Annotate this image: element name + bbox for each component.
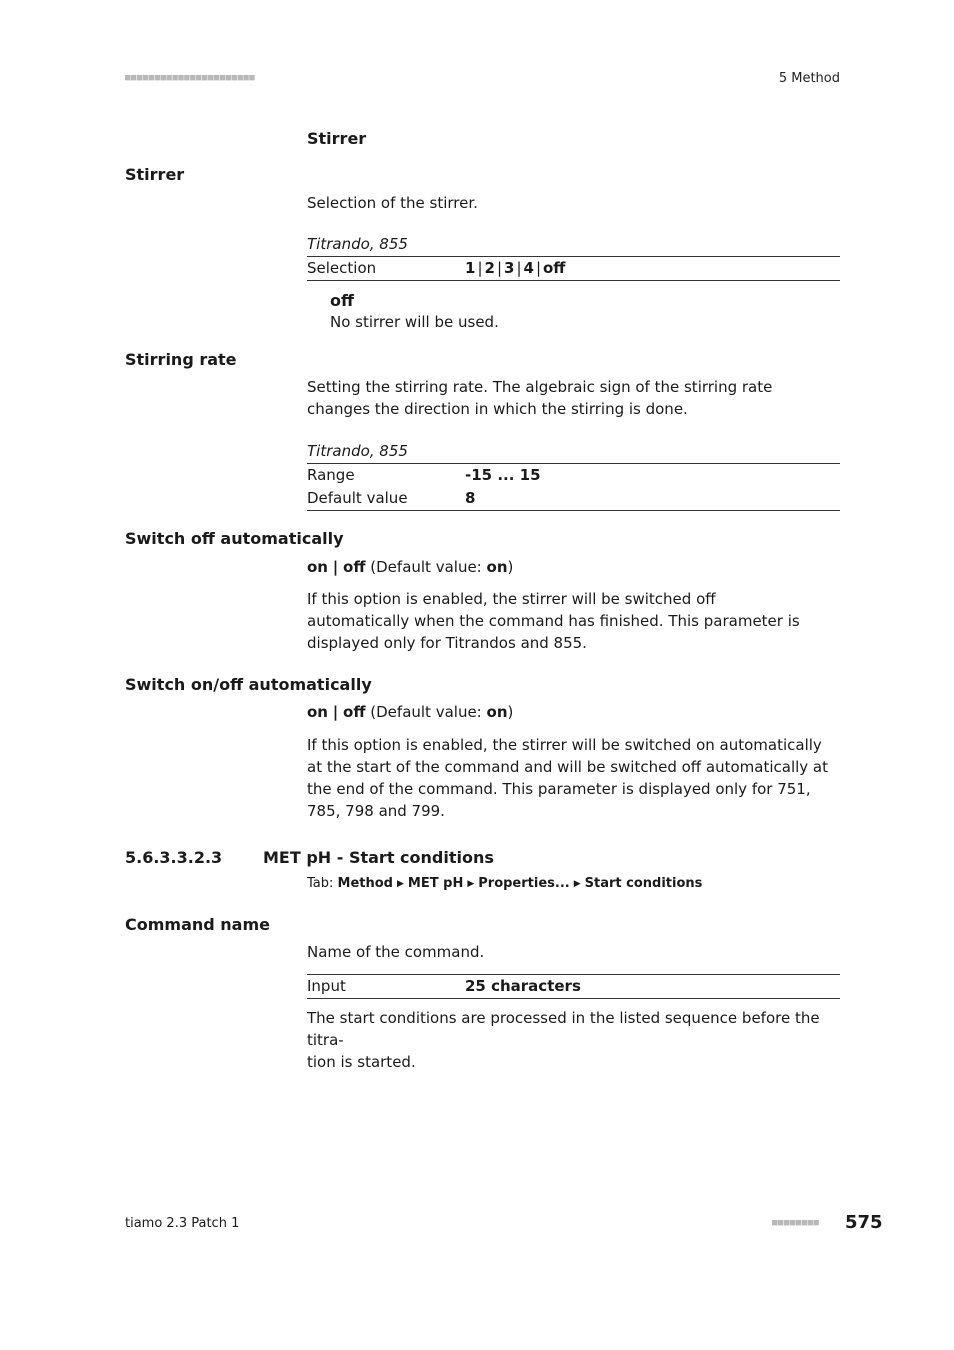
footer-product: tiamo 2.3 Patch 1 <box>125 1216 240 1231</box>
arrow-right-icon: ▶ <box>467 879 475 889</box>
command-name-table <box>307 974 840 999</box>
start-conditions-note: The start conditions are processed in the listed sequence before the titra- tion is started. <box>307 1009 820 1071</box>
breadcrumb-item: Start conditions <box>584 876 703 891</box>
param-stirring-rate: Stirring rate <box>125 350 237 369</box>
range-value: -15 ... 15 <box>465 466 541 484</box>
selection-value: 4 <box>523 259 534 277</box>
param-command-name: Command name <box>125 915 270 934</box>
selection-value: 1 <box>465 259 476 277</box>
stirrer-selection-table <box>307 256 840 281</box>
stirrer-description: Selection of the stirrer. <box>307 194 478 212</box>
header-decoration: ■■■■■■■■■■■■■■■■■■■■■■ <box>125 73 256 83</box>
breadcrumb-item: Properties... <box>478 876 570 891</box>
param-stirrer: Stirrer <box>125 165 185 184</box>
page-number: 575 <box>845 1212 883 1233</box>
default-value: 8 <box>465 489 476 507</box>
command-name-description: Name of the command. <box>307 943 485 961</box>
section-title: MET pH - Start conditions <box>263 848 494 867</box>
selection-value: 2 <box>484 259 495 277</box>
stirring-rate-description: Setting the stirring rate. The algebraic sign of the stirring rate changes the direction in which the stirring is done. <box>307 378 773 418</box>
selection-label: Selection <box>307 259 377 277</box>
breadcrumb-item: MET pH <box>407 876 464 891</box>
arrow-right-icon: ▶ <box>573 879 581 889</box>
table-row <box>307 487 840 510</box>
selection-value: 3 <box>504 259 515 277</box>
param-switch-onoff: Switch on/off automatically <box>125 675 372 694</box>
footer-decoration: ■■■■■■■■ <box>772 1218 820 1228</box>
selection-values: 1 | 2 | 3 | 4 | off <box>465 259 566 277</box>
input-label: Input <box>307 977 346 995</box>
section-number: 5.6.3.3.2.3 <box>125 848 223 867</box>
stirring-rate-table <box>307 463 840 511</box>
selection-value: off <box>543 259 566 277</box>
input-value: 25 characters <box>465 977 581 995</box>
table-row <box>307 257 840 280</box>
table-row <box>307 975 840 998</box>
stirrer-device: Titrando, 855 <box>307 235 408 253</box>
switch-onoff-description: If this option is enabled, the stirrer will be switched on automatically at the start of the command and will be switched off automatically at the end of the command. This parameter is displayed only for 751, 785, 798 and 799. <box>307 736 829 820</box>
option-off-name: off <box>330 291 354 310</box>
stirring-rate-device: Titrando, 855 <box>307 442 408 460</box>
switch-off-description: If this option is enabled, the stirrer will be switched off automatically when the command has finished. This parameter is displayed only for Titrandos and 855. <box>307 590 800 652</box>
tab-breadcrumb: Tab: Method ▶ MET pH ▶ Properties... ▶ Start conditions <box>307 876 703 891</box>
default-label: Default value <box>307 489 408 507</box>
arrow-right-icon: ▶ <box>397 879 404 889</box>
switch-onoff-options: on | off (Default value: on) <box>307 703 514 721</box>
stirrer-section-title: Stirrer <box>307 129 367 148</box>
table-row <box>307 464 840 487</box>
chapter-title: 5 Method <box>778 71 840 86</box>
option-off-description: No stirrer will be used. <box>330 313 499 331</box>
param-switch-off: Switch off automatically <box>125 529 344 548</box>
range-label: Range <box>307 466 355 484</box>
breadcrumb-item: Method <box>337 876 393 891</box>
switch-off-options: on | off (Default value: on) <box>307 558 514 576</box>
